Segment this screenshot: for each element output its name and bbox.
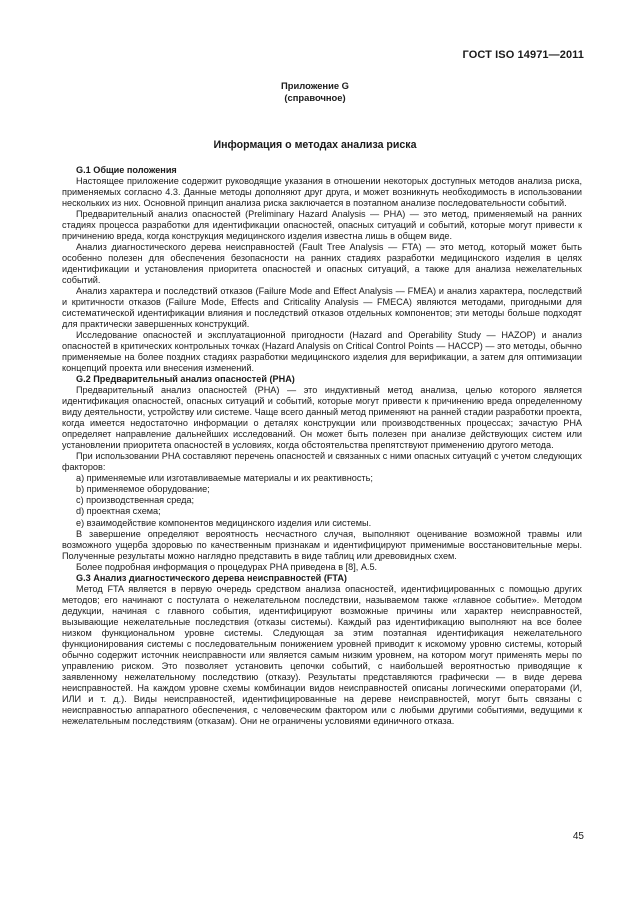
paragraph: Более подробная информация о процедурах PHA приведена в [8], А.5. — [76, 561, 378, 572]
factor-list — [62, 473, 582, 528]
paragraph: Исследование опасностей и эксплуатационной пригодности (Hazard and Operability Study — HAZOP) и анализ опасностей в критических контрольных точках (Hazard Analysis on Critical Control Points — HACCP) — это методы, обычно применяемые на более поздних стадиях разработки медицинского изделия для верификации, а затем для оптимизации концепций проекта или внесения изменений. — [62, 330, 582, 374]
list-item: b) применяемое оборудование; — [76, 484, 210, 495]
list-item: e) взаимодействие компонентов медицинского изделия или системы. — [76, 517, 372, 528]
paragraph: Анализ диагностического дерева неисправностей (Fault Tree Analysis — FTA) — это метод, который может быть особенно полезен для обеспечения безопасности на ранних стадиях разработки медицинского изделия в целях идентификации и установления приоритета опасностей и опасных ситуаций, а также для анализа нежелательных событий. — [62, 242, 582, 286]
document-title: Информация о методах анализа риска — [213, 139, 417, 151]
paragraph: Предварительный анализ опасностей (PHA) — это индуктивный метод анализа, целью которого является идентификация опасностей, опасных ситуаций и событий, которые могут привести к причинению вреда определенному виду деятельности, устройству или системе. Чаще всего данный метод применяют на ранней стадии разработки проекта, когда имеется недостаточно информации о деталях конструкции или производственных процессах; зачастую PHA определяет направление дальнейших исследований. Он может быть полезен при анализе действующих систем или установлении приоритета опасностей в условиях, когда обстоятельства препятствуют применению другого метода. — [62, 385, 582, 451]
list-item: а) применяемые или изготавливаемые материалы и их реактивность; — [76, 473, 373, 484]
appendix-heading — [0, 80, 630, 104]
paragraph: Метод FTA является в первую очередь средством анализа опасностей, идентифицированных с помощью других методов; его начинают с постулата о нежелательном последствии, называемом также «главное событие». Методом дедукции, начиная с главного события, идентифицируют возможные причины или характер неисправностей, вызывающие нежелательные последствия (отказы системы). Каждый раз идентификацию выполняют на все более низком функциональном уровне системы. Следующая за этим поэтапная идентификация нежелательного функционирования системы с последовательным понижением уровней приводит к искомому уровню системы, который обычно содержит источник неисправности или является самым низким уровнем, на котором могут применять меры по управлению риском. Это позволяет установить цепочки событий, с наибольшей вероятностью приводящие к заявленному нежелательному последствию (отказу). Результаты представляются графически — в виде дерева неисправностей. На каждом уровне схемы комбинации видов неисправностей описаны логическими операторами (И, ИЛИ и т. д.). Виды неисправностей, идентифицированные на дереве неисправностей, могут быть связаны с неисправностью аппаратного обеспечения, с человеческим фактором или с любыми другими событиями, ведущими к нежелательным последствиям (отказам). Они не ограничены условиями единичного отказа. — [62, 583, 582, 726]
list-item: d) проектная схема; — [76, 506, 161, 517]
paragraph: Настоящее приложение содержит руководящие указания в отношении некоторых доступных методов анализа риска, применяемых согласно 4.3. Данные методы дополняют друг друга, и может возникнуть необходимость в использовании нескольких из них. Основной принцип анализа риска заключается в поэтапном анализе последовательности событий. — [62, 176, 582, 209]
section-heading-g1: G.1 Общие положения — [76, 165, 177, 175]
appendix-title: Приложение G — [281, 80, 349, 91]
appendix-subtitle: (справочное) — [284, 92, 346, 103]
section-heading-g2: G.2 Предварительный анализ опасностей (PHA) — [76, 374, 295, 385]
page-number: 45 — [572, 831, 584, 842]
document-body — [62, 165, 582, 727]
paragraph: При использовании PHA составляют перечень опасностей и связанных с ними опасных ситуаций с учетом следующих факторов: — [62, 451, 582, 473]
paragraph: Анализ характера и последствий отказов (Failure Mode and Effect Analysis — FMEA) и анализ характера, последствий и критичности отказов (Failure Mode, Effects and Criticality Analysis — FMECA) являются методами, пригодными для систематической идентификации влияния и последствий отказов отдельных компонентов; эти методы больше подходят для практически завершенных конструкций. — [62, 286, 582, 330]
paragraph: В завершение определяют вероятность несчастного случая, выполняют оценивание возможной травмы или возможного ущерба здоровью по качественным признакам и идентифицируют применимые восстановительные меры. Полученные результаты можно наглядно представить в виде таблиц или древовидных схем. — [62, 528, 582, 561]
paragraph: Предварительный анализ опасностей (Preliminary Hazard Analysis — PHA) — это метод, применяемый на ранних стадиях процесса разработки для идентификации опасностей, опасных ситуаций и событий, которые могут привести к причинению вреда, когда конструкция медицинского изделия известна лишь в общем виде. — [62, 209, 582, 242]
list-item: c) производственная среда; — [76, 495, 195, 506]
section-heading-g3: G.3 Анализ диагностического дерева неисправностей (FTA) — [76, 572, 347, 583]
standard-header: ГОСТ ISO 14971—2011 — [462, 49, 584, 61]
